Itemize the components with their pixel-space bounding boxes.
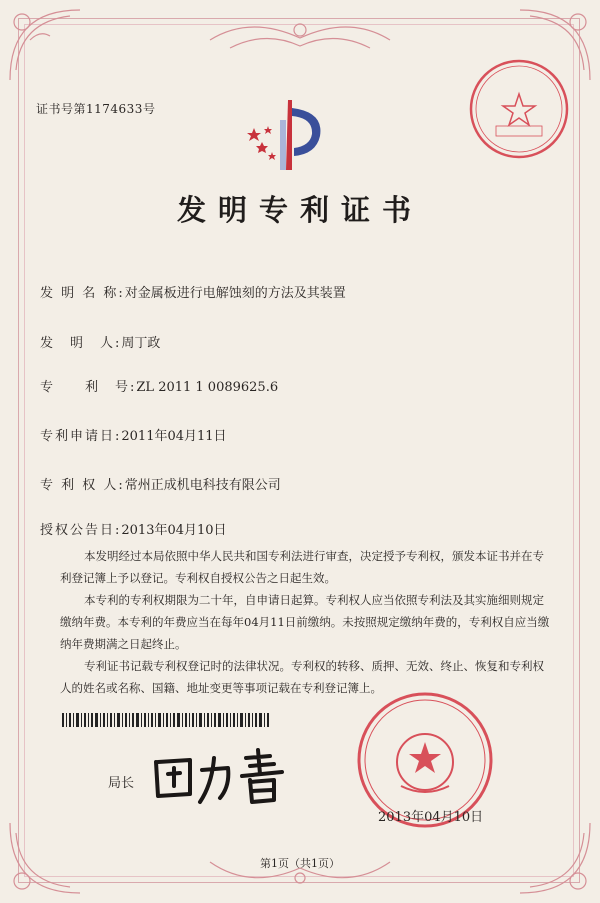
certificate-body <box>60 545 550 699</box>
top-ornament <box>200 10 400 60</box>
body-paragraph: 专利证书记载专利权登记时的法律状况。专利权的转移、质押、无效、终止、恢复和专利权人的姓名或名称、国籍、地址变更等事项记载在专利登记簿上。 <box>60 659 544 695</box>
field-inventor <box>40 332 160 351</box>
corner-ornament-top-left <box>0 0 90 90</box>
field-label: 专 利 号: <box>40 380 137 395</box>
seal-top-right <box>466 56 572 162</box>
field-application-date <box>40 425 227 444</box>
field-label: 专 利 权 人: <box>40 478 125 493</box>
director-label: 局长 <box>108 776 135 791</box>
barcode <box>62 713 272 727</box>
field-value: 2013年04月10日 <box>121 523 227 538</box>
seal-date: 2013年04月10日 <box>378 810 484 825</box>
field-grant-date <box>40 519 227 538</box>
field-label: 发 明 名 称: <box>40 286 125 301</box>
body-paragraph: 本专利的专利权期限为二十年，自申请日起算。专利权人应当依照专利法及其实施细则规定缴纳年费。本专利的年费应当在每年04月11日前缴纳。未按照规定缴纳年费的，专利权自应当缴纳年费期满之日起终止。 <box>60 593 550 651</box>
field-value: 2011年04月11日 <box>121 429 227 444</box>
page-footer: 第1页（共1页） <box>260 857 340 870</box>
director-signature <box>150 740 290 810</box>
field-value: 常州正成机电科技有限公司 <box>124 478 281 493</box>
body-paragraph: 本发明经过本局依照中华人民共和国专利法进行审查，决定授予专利权，颁发本证书并在专利登记簿上予以登记。专利权自授权公告之日起生效。 <box>60 549 544 585</box>
patent-office-logo-icon <box>240 90 330 180</box>
field-value: 周丁政 <box>121 336 161 351</box>
field-invention-name <box>40 282 346 301</box>
field-patent-number <box>40 376 278 395</box>
field-patentee <box>40 474 281 493</box>
field-label: 发 明 人: <box>40 336 122 351</box>
field-value: ZL 2011 1 0089625.6 <box>136 380 279 395</box>
certificate-number: 证书号第1174633号 <box>36 102 156 116</box>
field-value: 对金属板进行电解蚀刻的方法及其装置 <box>124 286 346 301</box>
field-label: 授权公告日: <box>40 523 122 538</box>
field-label: 专利申请日: <box>40 429 122 444</box>
certificate-title: 发明专利证书 <box>176 193 423 227</box>
